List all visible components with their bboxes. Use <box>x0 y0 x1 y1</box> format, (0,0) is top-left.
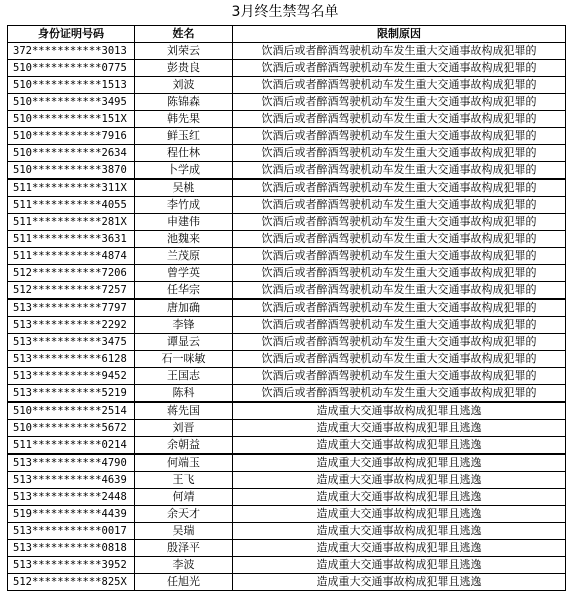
id-number-cell: 512***********825X <box>8 574 135 591</box>
table-row <box>8 299 566 317</box>
reason-cell: 造成重大交通事故构成犯罪且逃逸 <box>233 472 566 489</box>
name-cell: 唐加确 <box>135 299 233 317</box>
name-cell: 彭贵良 <box>135 60 233 77</box>
id-number-cell: 511***********4055 <box>8 197 135 214</box>
table-row <box>8 317 566 334</box>
name-cell: 谭显云 <box>135 334 233 351</box>
header-reason: 限制原因 <box>233 26 566 43</box>
reason-cell: 造成重大交通事故构成犯罪且逃逸 <box>233 420 566 437</box>
name-cell: 卜学成 <box>135 162 233 180</box>
reason-cell: 造成重大交通事故构成犯罪且逃逸 <box>233 506 566 523</box>
header-name: 姓名 <box>135 26 233 43</box>
table-row <box>8 128 566 145</box>
name-cell: 王国志 <box>135 368 233 385</box>
table-row <box>8 472 566 489</box>
table-row <box>8 334 566 351</box>
id-number-cell: 519***********4439 <box>8 506 135 523</box>
table-row <box>8 351 566 368</box>
id-number-cell: 511***********3631 <box>8 231 135 248</box>
name-cell: 李锋 <box>135 317 233 334</box>
reason-cell: 饮酒后或者醉酒驾驶机动车发生重大交通事故构成犯罪的 <box>233 334 566 351</box>
name-cell: 曾学英 <box>135 265 233 282</box>
name-cell: 刘波 <box>135 77 233 94</box>
table-row <box>8 111 566 128</box>
id-number-cell: 513***********2292 <box>8 317 135 334</box>
name-cell: 余天才 <box>135 506 233 523</box>
reason-cell: 饮酒后或者醉酒驾驶机动车发生重大交通事故构成犯罪的 <box>233 179 566 197</box>
reason-cell: 饮酒后或者醉酒驾驶机动车发生重大交通事故构成犯罪的 <box>233 299 566 317</box>
reason-cell: 饮酒后或者醉酒驾驶机动车发生重大交通事故构成犯罪的 <box>233 60 566 77</box>
table-row <box>8 368 566 385</box>
name-cell: 何靖 <box>135 489 233 506</box>
name-cell: 余朝益 <box>135 437 233 455</box>
table-row <box>8 523 566 540</box>
name-cell: 兰茂原 <box>135 248 233 265</box>
id-number-cell: 513***********5219 <box>8 385 135 403</box>
table-row <box>8 282 566 300</box>
reason-cell: 饮酒后或者醉酒驾驶机动车发生重大交通事故构成犯罪的 <box>233 197 566 214</box>
name-cell: 吴瑞 <box>135 523 233 540</box>
table-row <box>8 454 566 472</box>
reason-cell: 造成重大交通事故构成犯罪且逃逸 <box>233 523 566 540</box>
id-number-cell: 511***********281X <box>8 214 135 231</box>
name-cell: 鲜玉红 <box>135 128 233 145</box>
table-row <box>8 60 566 77</box>
id-number-cell: 513***********3475 <box>8 334 135 351</box>
table-row <box>8 265 566 282</box>
table-row <box>8 557 566 574</box>
id-number-cell: 510***********151X <box>8 111 135 128</box>
name-cell: 池魏来 <box>135 231 233 248</box>
reason-cell: 饮酒后或者醉酒驾驶机动车发生重大交通事故构成犯罪的 <box>233 145 566 162</box>
table-row <box>8 179 566 197</box>
table-row <box>8 437 566 455</box>
reason-cell: 饮酒后或者醉酒驾驶机动车发生重大交通事故构成犯罪的 <box>233 385 566 403</box>
name-cell: 吴桃 <box>135 179 233 197</box>
table-row <box>8 420 566 437</box>
reason-cell: 造成重大交通事故构成犯罪且逃逸 <box>233 437 566 455</box>
id-number-cell: 513***********4790 <box>8 454 135 472</box>
id-number-cell: 372***********3013 <box>8 43 135 60</box>
banned-driver-table <box>7 25 566 591</box>
id-number-cell: 511***********0214 <box>8 437 135 455</box>
id-number-cell: 510***********2514 <box>8 402 135 420</box>
table-row <box>8 214 566 231</box>
name-cell: 李波 <box>135 557 233 574</box>
name-cell: 殷泽平 <box>135 540 233 557</box>
name-cell: 王飞 <box>135 472 233 489</box>
table-body <box>8 43 566 591</box>
reason-cell: 饮酒后或者醉酒驾驶机动车发生重大交通事故构成犯罪的 <box>233 282 566 300</box>
table-row <box>8 540 566 557</box>
table-row <box>8 77 566 94</box>
id-number-cell: 510***********3870 <box>8 162 135 180</box>
id-number-cell: 513***********0017 <box>8 523 135 540</box>
id-number-cell: 513***********9452 <box>8 368 135 385</box>
name-cell: 程仕林 <box>135 145 233 162</box>
reason-cell: 饮酒后或者醉酒驾驶机动车发生重大交通事故构成犯罪的 <box>233 94 566 111</box>
id-number-cell: 511***********311X <box>8 179 135 197</box>
table-row <box>8 506 566 523</box>
id-number-cell: 510***********2634 <box>8 145 135 162</box>
name-cell: 陈科 <box>135 385 233 403</box>
name-cell: 何端玉 <box>135 454 233 472</box>
id-number-cell: 513***********4639 <box>8 472 135 489</box>
table-row <box>8 385 566 403</box>
name-cell: 任旭光 <box>135 574 233 591</box>
reason-cell: 饮酒后或者醉酒驾驶机动车发生重大交通事故构成犯罪的 <box>233 248 566 265</box>
reason-cell: 饮酒后或者醉酒驾驶机动车发生重大交通事故构成犯罪的 <box>233 43 566 60</box>
table-row <box>8 94 566 111</box>
name-cell: 李竹成 <box>135 197 233 214</box>
name-cell: 任华宗 <box>135 282 233 300</box>
id-number-cell: 510***********7916 <box>8 128 135 145</box>
table-header-row <box>8 26 566 43</box>
id-number-cell: 511***********4874 <box>8 248 135 265</box>
table-row <box>8 489 566 506</box>
reason-cell: 饮酒后或者醉酒驾驶机动车发生重大交通事故构成犯罪的 <box>233 317 566 334</box>
reason-cell: 造成重大交通事故构成犯罪且逃逸 <box>233 489 566 506</box>
reason-cell: 饮酒后或者醉酒驾驶机动车发生重大交通事故构成犯罪的 <box>233 128 566 145</box>
id-number-cell: 513***********3952 <box>8 557 135 574</box>
table-row <box>8 231 566 248</box>
id-number-cell: 512***********7206 <box>8 265 135 282</box>
reason-cell: 饮酒后或者醉酒驾驶机动车发生重大交通事故构成犯罪的 <box>233 351 566 368</box>
name-cell: 刘荣云 <box>135 43 233 60</box>
reason-cell: 造成重大交通事故构成犯罪且逃逸 <box>233 557 566 574</box>
id-number-cell: 510***********5672 <box>8 420 135 437</box>
name-cell: 石一咪敏 <box>135 351 233 368</box>
id-number-cell: 510***********0775 <box>8 60 135 77</box>
reason-cell: 饮酒后或者醉酒驾驶机动车发生重大交通事故构成犯罪的 <box>233 162 566 180</box>
name-cell: 申建伟 <box>135 214 233 231</box>
header-id-number: 身份证明号码 <box>8 26 135 43</box>
page-title: 3月终生禁驾名单 <box>231 4 339 20</box>
table-row <box>8 197 566 214</box>
table-row <box>8 248 566 265</box>
reason-cell: 饮酒后或者醉酒驾驶机动车发生重大交通事故构成犯罪的 <box>233 111 566 128</box>
reason-cell: 饮酒后或者醉酒驾驶机动车发生重大交通事故构成犯罪的 <box>233 368 566 385</box>
name-cell: 韩先果 <box>135 111 233 128</box>
reason-cell: 饮酒后或者醉酒驾驶机动车发生重大交通事故构成犯罪的 <box>233 265 566 282</box>
table-row <box>8 402 566 420</box>
id-number-cell: 512***********7257 <box>8 282 135 300</box>
reason-cell: 饮酒后或者醉酒驾驶机动车发生重大交通事故构成犯罪的 <box>233 77 566 94</box>
id-number-cell: 513***********7797 <box>8 299 135 317</box>
name-cell: 刘晋 <box>135 420 233 437</box>
table-row <box>8 574 566 591</box>
reason-cell: 饮酒后或者醉酒驾驶机动车发生重大交通事故构成犯罪的 <box>233 231 566 248</box>
id-number-cell: 513***********6128 <box>8 351 135 368</box>
reason-cell: 造成重大交通事故构成犯罪且逃逸 <box>233 574 566 591</box>
table-row <box>8 145 566 162</box>
name-cell: 陈锦森 <box>135 94 233 111</box>
reason-cell: 造成重大交通事故构成犯罪且逃逸 <box>233 540 566 557</box>
id-number-cell: 510***********1513 <box>8 77 135 94</box>
name-cell: 蒋先国 <box>135 402 233 420</box>
table-row <box>8 162 566 180</box>
reason-cell: 造成重大交通事故构成犯罪且逃逸 <box>233 454 566 472</box>
table-row <box>8 43 566 60</box>
reason-cell: 造成重大交通事故构成犯罪且逃逸 <box>233 402 566 420</box>
id-number-cell: 510***********3495 <box>8 94 135 111</box>
id-number-cell: 513***********0818 <box>8 540 135 557</box>
reason-cell: 饮酒后或者醉酒驾驶机动车发生重大交通事故构成犯罪的 <box>233 214 566 231</box>
id-number-cell: 513***********2448 <box>8 489 135 506</box>
